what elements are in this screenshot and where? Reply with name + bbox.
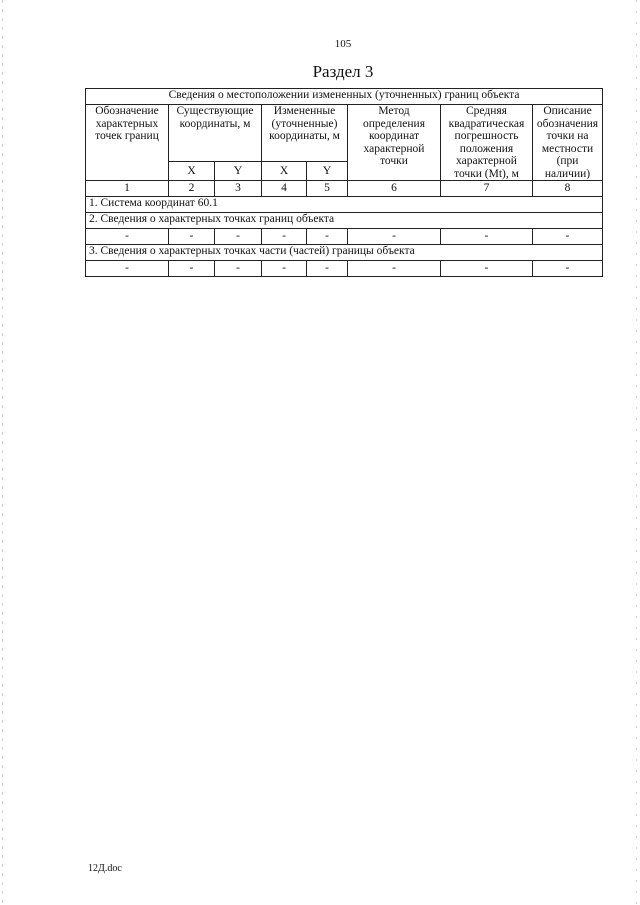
section-row-boundary-points [86, 213, 603, 229]
header-existing-coordinates: Существующие координаты, м [169, 105, 262, 162]
section-title-cell: 2. Сведения о характерных точках границ объекта [86, 213, 603, 229]
table-cell: - [533, 261, 603, 277]
table-cell: - [348, 229, 441, 245]
table-cell: - [348, 261, 441, 277]
table-cell: - [169, 229, 215, 245]
table-cell: - [262, 229, 307, 245]
table-caption-row [86, 89, 603, 105]
table-cell: - [441, 229, 533, 245]
table-cell: - [307, 229, 348, 245]
table-cell: - [533, 229, 603, 245]
column-number: 7 [441, 181, 533, 197]
table-row [86, 261, 603, 277]
scan-edge-left [2, 0, 3, 905]
column-number: 1 [86, 181, 169, 197]
column-number-row [86, 181, 603, 197]
section-title-cell: 3. Сведения о характерных точках части (частей) границы объекта [86, 245, 603, 261]
table-cell: - [215, 229, 262, 245]
page-number: 105 [334, 38, 352, 50]
boundary-points-table [85, 88, 603, 277]
header-method: Метод определения координат характерной точки [348, 105, 441, 181]
column-number: 5 [307, 181, 348, 197]
section-row-part-boundary-points [86, 245, 603, 261]
header-updated-x: X [262, 162, 307, 181]
column-number: 2 [169, 181, 215, 197]
table-row [86, 229, 603, 245]
header-existing-y: Y [215, 162, 262, 181]
column-number: 4 [262, 181, 307, 197]
header-updated-y: Y [307, 162, 348, 181]
header-point-designation: Обозначение характерных точек границ [86, 105, 169, 181]
scan-edge-right [636, 0, 637, 905]
table-cell: - [215, 261, 262, 277]
table-header-row [86, 105, 603, 162]
header-updated-coordinates: Измененные (уточненные) координаты, м [262, 105, 348, 162]
table-cell: - [86, 261, 169, 277]
table-cell: - [307, 261, 348, 277]
column-number: 3 [215, 181, 262, 197]
table-cell: - [169, 261, 215, 277]
footer-filename: 12Д.doc [88, 863, 122, 874]
table-cell: - [262, 261, 307, 277]
section-title-cell: 1. Система координат 60.1 [86, 197, 603, 213]
table-cell: - [86, 229, 169, 245]
section-row-coordinate-system [86, 197, 603, 213]
column-number: 8 [533, 181, 603, 197]
column-number: 6 [348, 181, 441, 197]
table-cell: - [441, 261, 533, 277]
header-existing-x: X [169, 162, 215, 181]
header-description: Описание обозначения точки на местности (при наличии) [533, 105, 603, 181]
table-caption: Сведения о местоположении измененных (уточненных) границ объекта [86, 89, 603, 105]
header-mean-square-error: Средняя квадратическая погрешность положения характерной точки (Mt), м [441, 105, 533, 181]
section-title: Раздел 3 [312, 62, 374, 81]
